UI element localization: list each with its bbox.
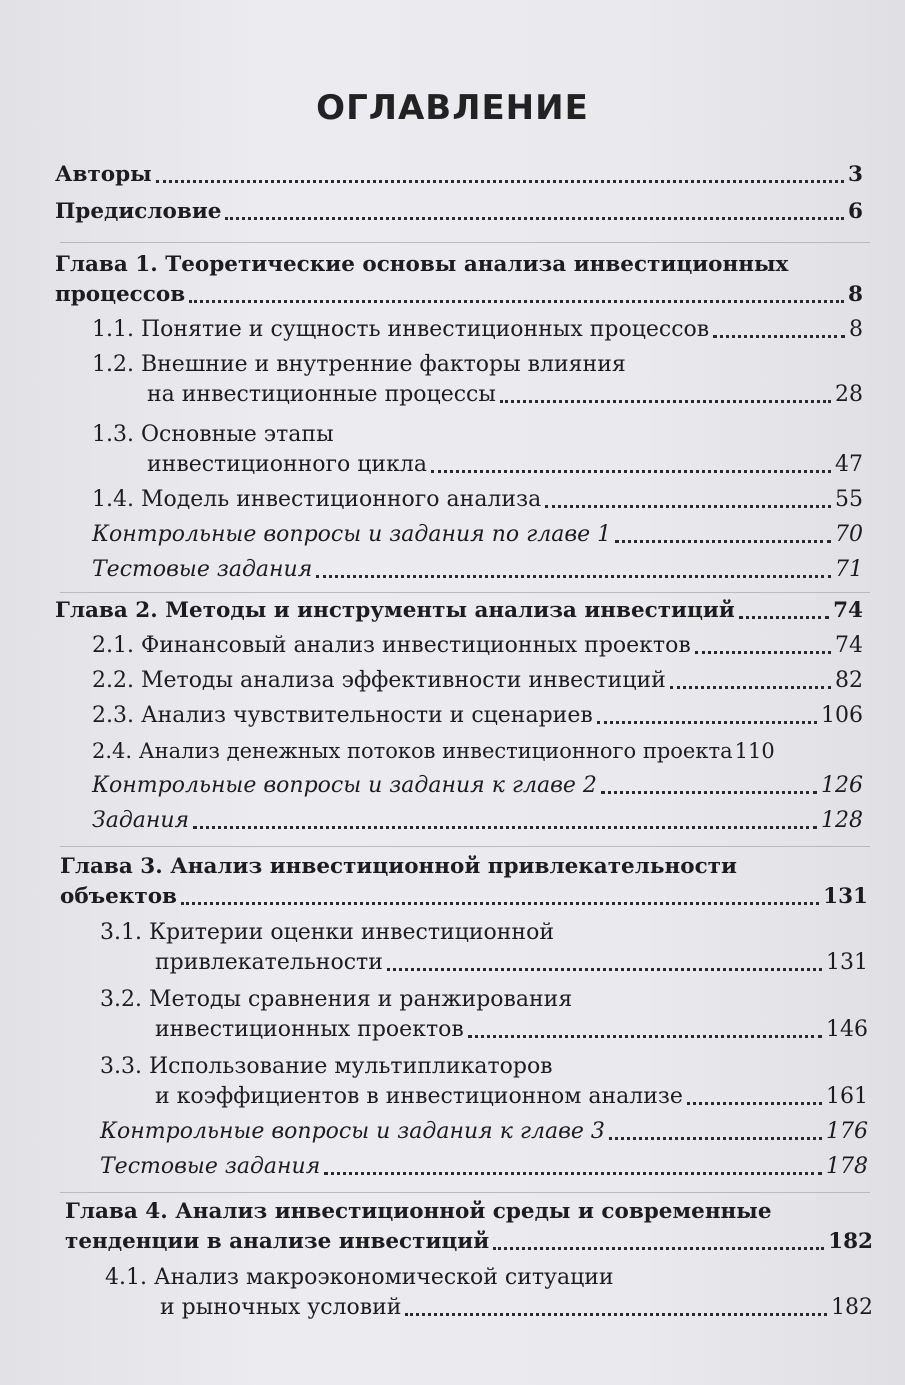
leader-dots xyxy=(500,400,831,403)
toc-entry-title: тенденции в анализе инвестиций xyxy=(65,1229,490,1254)
toc-entry-authors[interactable] xyxy=(55,160,863,190)
leader-dots xyxy=(739,616,829,619)
toc-entry-chapter-3[interactable] xyxy=(60,882,868,912)
toc-entry-title: Авторы xyxy=(55,162,152,187)
toc-page-number: 106 xyxy=(821,703,863,728)
toc-entry-title-line1: Глава 4. Анализ инвестиционной среды и современные xyxy=(65,1199,772,1224)
toc-entry-title: Глава 2. Методы и инструменты анализа инвестиций xyxy=(55,598,735,623)
leader-dots xyxy=(431,470,831,473)
toc-entry-title: инвестиционного цикла xyxy=(147,452,427,477)
toc-chapter-heading xyxy=(65,1197,873,1227)
toc-entry-heading xyxy=(100,985,868,1015)
toc-entry-1-3[interactable] xyxy=(147,450,863,480)
toc-page-number: 74 xyxy=(833,598,863,623)
toc-entry-title: Контрольные вопросы и задания к главе 2 xyxy=(92,773,597,798)
toc-page-number: 3 xyxy=(848,162,863,187)
leader-dots xyxy=(405,1313,827,1316)
toc-entry-3-1[interactable] xyxy=(155,948,868,978)
toc-entry-1-2[interactable] xyxy=(147,380,863,410)
toc-entry-title: привлекательности xyxy=(155,950,383,975)
toc-page-number: 6 xyxy=(848,199,863,224)
toc-entry-title: объектов xyxy=(60,884,177,909)
leader-dots xyxy=(181,902,819,905)
toc-entry-title-line1: 3.1. Критерии оценки инвестиционной xyxy=(100,920,554,945)
toc-entry-questions-1[interactable] xyxy=(92,520,863,550)
toc-entry-title: и коэффициентов в инвестиционном анализе xyxy=(155,1084,683,1109)
toc-chapter-heading xyxy=(60,852,868,882)
toc-entry-1-4[interactable] xyxy=(92,485,863,515)
toc-entry-questions-2[interactable] xyxy=(92,771,863,801)
toc-entry-title: Контрольные вопросы и задания по главе 1 xyxy=(92,522,612,547)
toc-chapter-heading xyxy=(55,250,863,280)
toc-entry-title: процессов xyxy=(55,282,186,307)
toc-page-number: 178 xyxy=(826,1154,868,1179)
leader-dots xyxy=(193,826,817,829)
toc-entry-heading xyxy=(100,918,868,948)
toc-entry-title: 2.1. Финансовый анализ инвестиционных проектов xyxy=(92,633,691,658)
toc-page-number: 182 xyxy=(831,1295,873,1320)
leader-dots xyxy=(601,791,817,794)
toc-entry-preface[interactable] xyxy=(55,197,863,227)
toc-page-number: 131 xyxy=(826,950,868,975)
leader-dots xyxy=(387,968,822,971)
toc-entry-3-3[interactable] xyxy=(155,1082,868,1112)
toc-entry-title-line1: Глава 3. Анализ инвестиционной привлекательности xyxy=(60,854,737,879)
toc-entry-title-line1: Глава 1. Теоретические основы анализа инвестиционных xyxy=(55,252,789,277)
toc-entry-title: Тестовые задания xyxy=(100,1154,321,1179)
toc-entry-title: Контрольные вопросы и задания к главе 3 xyxy=(100,1119,605,1144)
toc-page-number: 110 xyxy=(734,739,775,763)
toc-entry-title: Тестовые задания xyxy=(92,557,313,582)
leader-dots xyxy=(316,575,831,578)
toc-entry-2-2[interactable] xyxy=(92,666,863,696)
toc-page-number: 55 xyxy=(835,487,863,512)
toc-page-number: 74 xyxy=(835,633,863,658)
toc-entry-title: 2.2. Методы анализа эффективности инвестиций xyxy=(92,668,666,693)
toc-page-number: 161 xyxy=(826,1084,868,1109)
leader-dots xyxy=(670,686,831,689)
toc-entry-title: Задания xyxy=(92,808,190,833)
leader-dots xyxy=(493,1247,824,1250)
toc-page-number: 28 xyxy=(835,382,863,407)
toc-entry-title: и рыночных условий xyxy=(160,1295,402,1320)
leader-dots xyxy=(695,651,831,654)
toc-page-number: 126 xyxy=(821,773,863,798)
toc-page-number: 8 xyxy=(849,317,863,342)
toc-entry-3-2[interactable] xyxy=(155,1015,868,1045)
leader-dots xyxy=(545,505,831,508)
toc-entry-4-1[interactable] xyxy=(160,1293,873,1323)
section-divider xyxy=(60,592,870,593)
toc-entry-title-line1: 1.3. Основные этапы xyxy=(92,422,334,447)
toc-entry-heading xyxy=(92,350,863,380)
toc-entry-title: 2.3. Анализ чувствительности и сценариев xyxy=(92,703,593,728)
toc-entry-title-line1: 4.1. Анализ макроэкономической ситуации xyxy=(105,1265,614,1290)
toc-entry-chapter-1[interactable] xyxy=(55,280,863,310)
toc-page-number: 128 xyxy=(821,808,863,833)
toc-entry-title: 1.4. Модель инвестиционного анализа xyxy=(92,487,542,512)
toc-page-number: 70 xyxy=(835,522,863,547)
toc-page-number: 8 xyxy=(848,282,863,307)
toc-entry-title: 2.4. Анализ денежных потоков инвестиционного проекта xyxy=(92,739,733,763)
toc-page-number: 82 xyxy=(835,668,863,693)
toc-entry-title: Предисловие xyxy=(55,199,222,224)
leader-dots xyxy=(713,335,845,338)
toc-page-number: 131 xyxy=(823,884,868,909)
toc-entry-questions-3[interactable] xyxy=(100,1117,868,1147)
toc-entry-chapter-4[interactable] xyxy=(65,1227,873,1257)
toc-entry-heading xyxy=(100,1052,868,1082)
leader-dots xyxy=(156,180,844,183)
toc-entry-chapter-2[interactable] xyxy=(55,596,863,626)
leader-dots xyxy=(324,1172,822,1175)
toc-entry-title: на инвестиционные процессы xyxy=(147,382,496,407)
page-title: ОГЛАВЛЕНИЕ xyxy=(316,88,589,128)
leader-dots xyxy=(468,1035,822,1038)
toc-entry-title: инвестиционных проектов xyxy=(155,1017,464,1042)
toc-page-number: 146 xyxy=(826,1017,868,1042)
toc-entry-heading xyxy=(92,420,863,450)
leader-dots xyxy=(687,1102,822,1105)
toc-page-number: 176 xyxy=(826,1119,868,1144)
toc-entry-1-1[interactable] xyxy=(92,315,863,345)
toc-entry-title-line1: 1.2. Внешние и внутренние факторы влияния xyxy=(92,352,626,377)
toc-entry-tests-1[interactable] xyxy=(92,555,863,585)
toc-entry-title-line1: 3.2. Методы сравнения и ранжирования xyxy=(100,987,573,1012)
toc-page-number: 182 xyxy=(828,1229,873,1254)
toc-entry-heading xyxy=(105,1263,873,1293)
leader-dots xyxy=(189,300,844,303)
toc-entry-2-4[interactable] xyxy=(92,736,863,766)
toc-entry-title: 1.1. Понятие и сущность инвестиционных процессов xyxy=(92,317,710,342)
toc-page-number: 71 xyxy=(835,557,863,582)
toc-entry-tasks-2[interactable] xyxy=(92,806,863,836)
section-divider xyxy=(60,1192,870,1193)
section-divider xyxy=(60,846,870,847)
leader-dots xyxy=(615,540,831,543)
toc-entry-2-1[interactable] xyxy=(92,631,863,661)
toc-entry-title-line1: 3.3. Использование мультипликаторов xyxy=(100,1054,553,1079)
toc-entry-2-3[interactable] xyxy=(92,701,863,731)
toc-entry-tests-3[interactable] xyxy=(100,1152,868,1182)
leader-dots xyxy=(225,217,844,220)
section-divider xyxy=(60,242,870,243)
toc-page-number: 47 xyxy=(835,452,863,477)
leader-dots xyxy=(597,721,817,724)
leader-dots xyxy=(609,1137,822,1140)
